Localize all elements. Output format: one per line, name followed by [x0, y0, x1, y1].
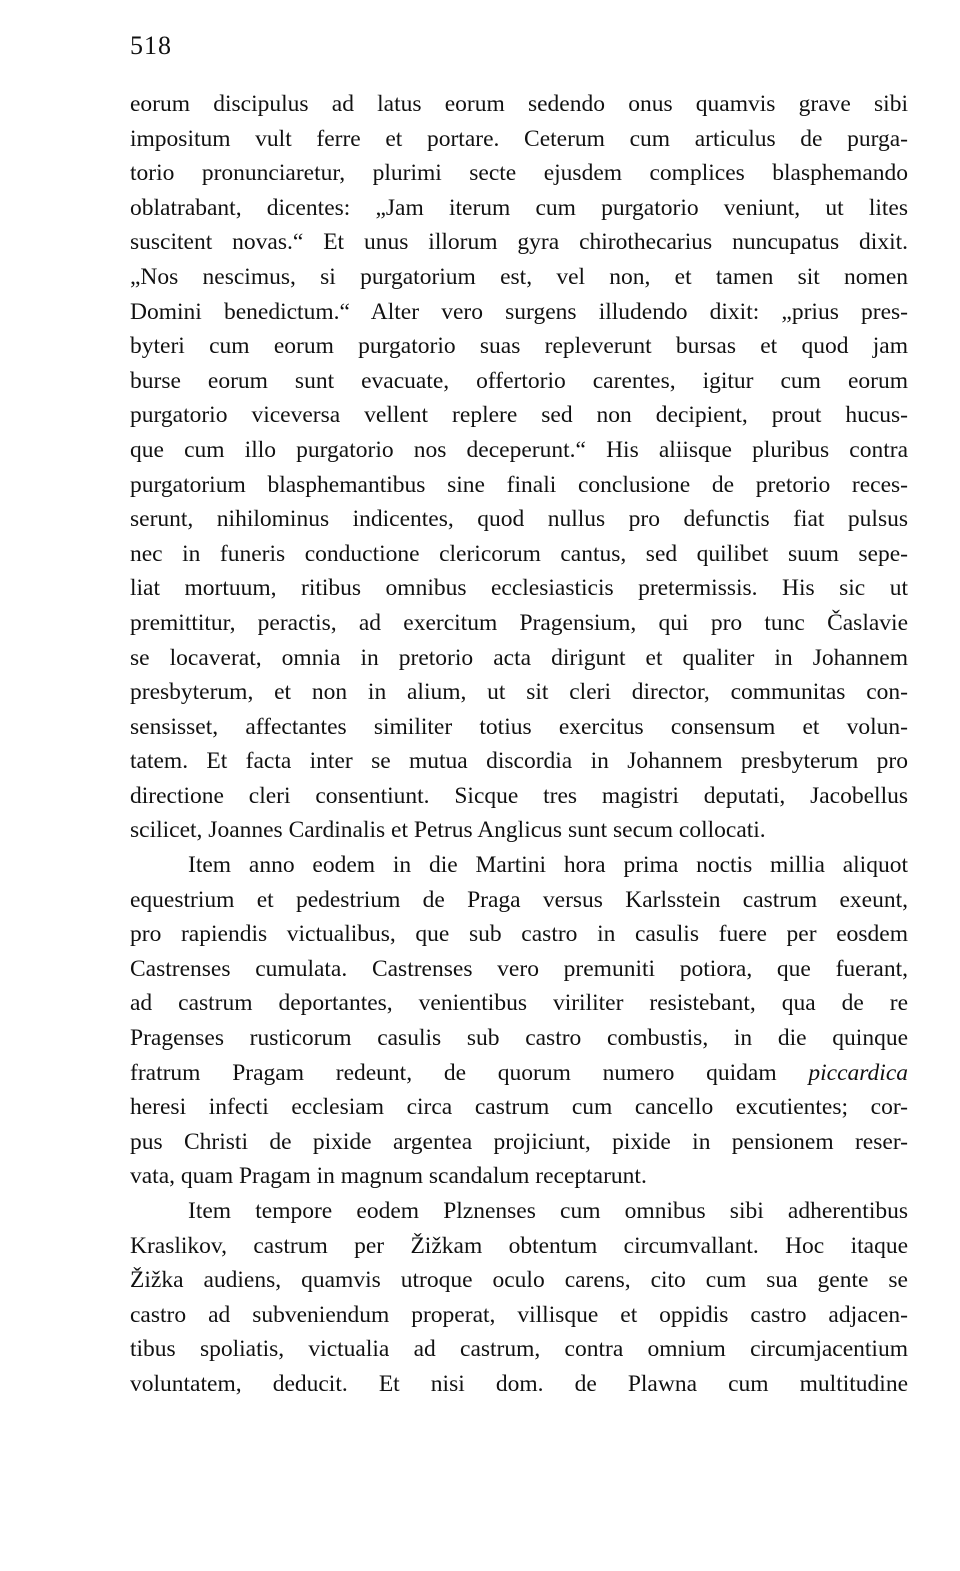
text-line: suscitent novas.“ Et unus illorum gyra chirothecarius nuncupatus dixit.: [130, 229, 908, 256]
text-line: tibus spoliatis, victualia ad castrum, contra omnium circumjacentium: [130, 1336, 908, 1363]
italic-term: piccardica: [808, 1059, 908, 1086]
text-line: que cum illo purgatorio nos deceperunt.“ His aliisque pluribus contra: [130, 436, 908, 463]
text-line: oblatrabant, dicentes: „Jam iterum cum purgatorio veniunt, ut lites: [130, 194, 908, 221]
text-line: Domini benedictum.“ Alter vero surgens illudendo dixit: „prius pres-: [130, 298, 908, 325]
text-line: Žižka audiens, quamvis utroque oculo carens, cito cum sua gente se: [130, 1267, 908, 1294]
text-line: impositum vult ferre et portare. Ceterum cum articulus de purga-: [130, 125, 908, 152]
text-line: „Nos nescimus, si purgatorium est, vel non, et tamen sit nomen: [130, 263, 908, 290]
text-line: castro ad subveniendum properat, villisque et oppidis castro adjacen-: [130, 1301, 908, 1328]
paragraph-end-line: vata, quam Pragam in magnum scandalum receptarunt.: [130, 1163, 647, 1190]
paragraph-start-line: Item anno eodem in die Martini hora prima noctis millia aliquot: [188, 852, 908, 879]
text-line: torio pronunciaretur, plurimi secte ejusdem complices blasphemando: [130, 160, 908, 187]
text-line: premittitur, peractis, ad exercitum Pragensium, qui pro tunc Časlavie: [130, 609, 908, 636]
text-line: Castrenses cumulata. Castrenses vero premuniti potiora, que fuerant,: [130, 955, 908, 982]
text-line: liat mortuum, ritibus omnibus ecclesiasticis pretermissis. His sic ut: [130, 575, 908, 602]
text-line: purgatorium blasphemantibus sine finali conclusione de pretorio reces-: [130, 471, 908, 498]
body-text: [130, 87, 908, 1402]
text-line: burse eorum sunt evacuate, offertorio carentes, igitur cum eorum: [130, 367, 908, 394]
text-line: Pragenses rusticorum casulis sub castro combustis, in die quinque: [130, 1025, 908, 1052]
text-line: pus Christi de pixide argentea projiciunt, pixide in pensionem reser-: [130, 1128, 908, 1155]
text-line: Kraslikov, castrum per Žižkam obtentum circumvallant. Hoc itaque: [130, 1232, 908, 1259]
text-line: directione cleri consentiunt. Sicque tres magistri deputati, Jacobellus: [130, 782, 908, 809]
text-line: pro rapiendis victualibus, que sub castro in casulis fuere per eosdem: [130, 921, 908, 948]
text-line: byteri cum eorum purgatorio suas repleverunt bursas et quod jam: [130, 333, 908, 360]
text-line: heresi infecti ecclesiam circa castrum cum cancello excutientes; cor-: [130, 1094, 908, 1121]
paragraph-start-line: Item tempore eodem Plznenses cum omnibus sibi adherentibus: [188, 1198, 908, 1224]
text-line: voluntatem, deducit. Et nisi dom. de Plawna cum multitudine: [130, 1370, 908, 1397]
text-line: nec in funeris conductione clericorum cantus, sed quilibet suum sepe-: [130, 540, 908, 567]
text-run: fratrum Pragam redeunt, de quorum numero quidam: [130, 1059, 809, 1086]
paragraph-end-line: scilicet, Joannes Cardinalis et Petrus Anglicus sunt secum collocati.: [130, 817, 766, 844]
text-line: ad castrum deportantes, venientibus viriliter resistebant, qua de re: [130, 990, 908, 1017]
text-line: equestrium et pedestrium de Praga versus Karlsstein castrum exeunt,: [130, 886, 908, 913]
text-line: presbyterum, et non in alium, ut sit cleri director, communitas con-: [130, 679, 908, 706]
text-line: purgatorio viceversa vellent replere sed non decipient, prout hucus-: [130, 402, 908, 429]
text-line: tatem. Et facta inter se mutua discordia in Johannem presbyterum pro: [130, 748, 908, 775]
text-line: se locaverat, omnia in pretorio acta dirigunt et qualiter in Johannem: [130, 644, 908, 671]
page-number: 518: [130, 31, 172, 60]
text-line: serunt, nihilominus indicentes, quod nullus pro defunctis fiat pulsus: [130, 506, 908, 533]
text-line: eorum discipulus ad latus eorum sedendo onus quamvis grave sibi: [130, 91, 908, 117]
text-line: sensisset, affectantes similiter totius exercitus consensum et volun-: [130, 713, 908, 740]
text-line-with-italic: [130, 1056, 908, 1091]
